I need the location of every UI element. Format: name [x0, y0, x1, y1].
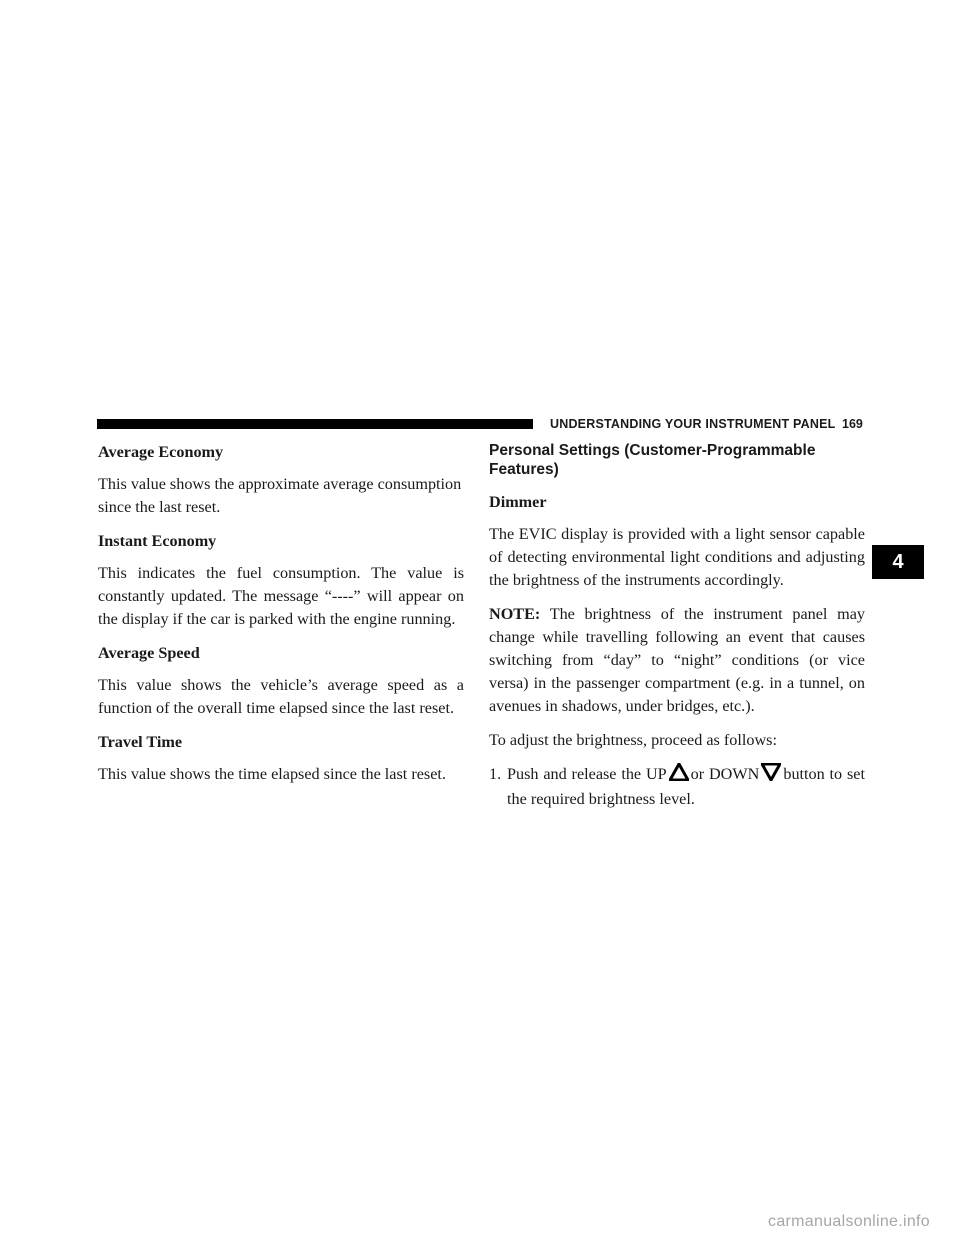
average-economy-text: This value shows the approximate average consumption since the last reset.: [98, 475, 462, 516]
right-column: [489, 441, 865, 822]
travel-time-heading: Travel Time: [98, 733, 183, 751]
instant-economy-text: This indicates the fuel consumption. The value is constantly updated. The message “----” will appear on the display if the car is parked with the engine running.: [98, 564, 464, 628]
left-column: [98, 441, 464, 797]
section-title: Personal Settings (Customer-Programmable Features): [489, 442, 816, 478]
up-arrow-icon: [669, 763, 689, 788]
step-text-before-up: Push and release the UP: [507, 765, 667, 783]
instant-economy-heading: Instant Economy: [98, 532, 217, 550]
watermark: carmanualsonline.info: [768, 1213, 930, 1230]
page-number: 169: [842, 417, 863, 431]
down-arrow-icon: [761, 763, 781, 788]
average-speed-heading: Average Speed: [98, 644, 200, 662]
chapter-tab: 4: [872, 545, 924, 579]
step-1: [489, 763, 865, 811]
header-rule: [97, 419, 533, 429]
note-label: NOTE:: [489, 605, 541, 623]
average-economy-heading: Average Economy: [98, 443, 224, 461]
dimmer-heading: Dimmer: [489, 493, 547, 511]
step-number: 1.: [489, 765, 502, 783]
average-speed-text: This value shows the vehicle’s average speed as a function of the overall time elapsed since the last reset.: [98, 676, 464, 717]
travel-time-text: This value shows the time elapsed since the last reset.: [98, 765, 446, 783]
note-text: The brightness of the instrument panel may change while travelling following an event that causes switching from “day” to “night” conditions (or vice versa) in the passenger compartment (e.g. in a tunnel, on avenues in shadows, under bridges, etc.).: [489, 605, 865, 715]
step-text-after: button to set the required brightness level.: [507, 765, 865, 808]
step-text-before-down: or DOWN: [690, 765, 760, 783]
dimmer-text: The EVIC display is provided with a light sensor capable of detecting environmental light conditions and adjusting the brightness of the instruments accordingly.: [489, 525, 865, 589]
note-paragraph: [489, 603, 865, 718]
running-header-title: UNDERSTANDING YOUR INSTRUMENT PANEL: [550, 417, 836, 431]
adjust-intro: To adjust the brightness, proceed as follows:: [489, 731, 777, 749]
